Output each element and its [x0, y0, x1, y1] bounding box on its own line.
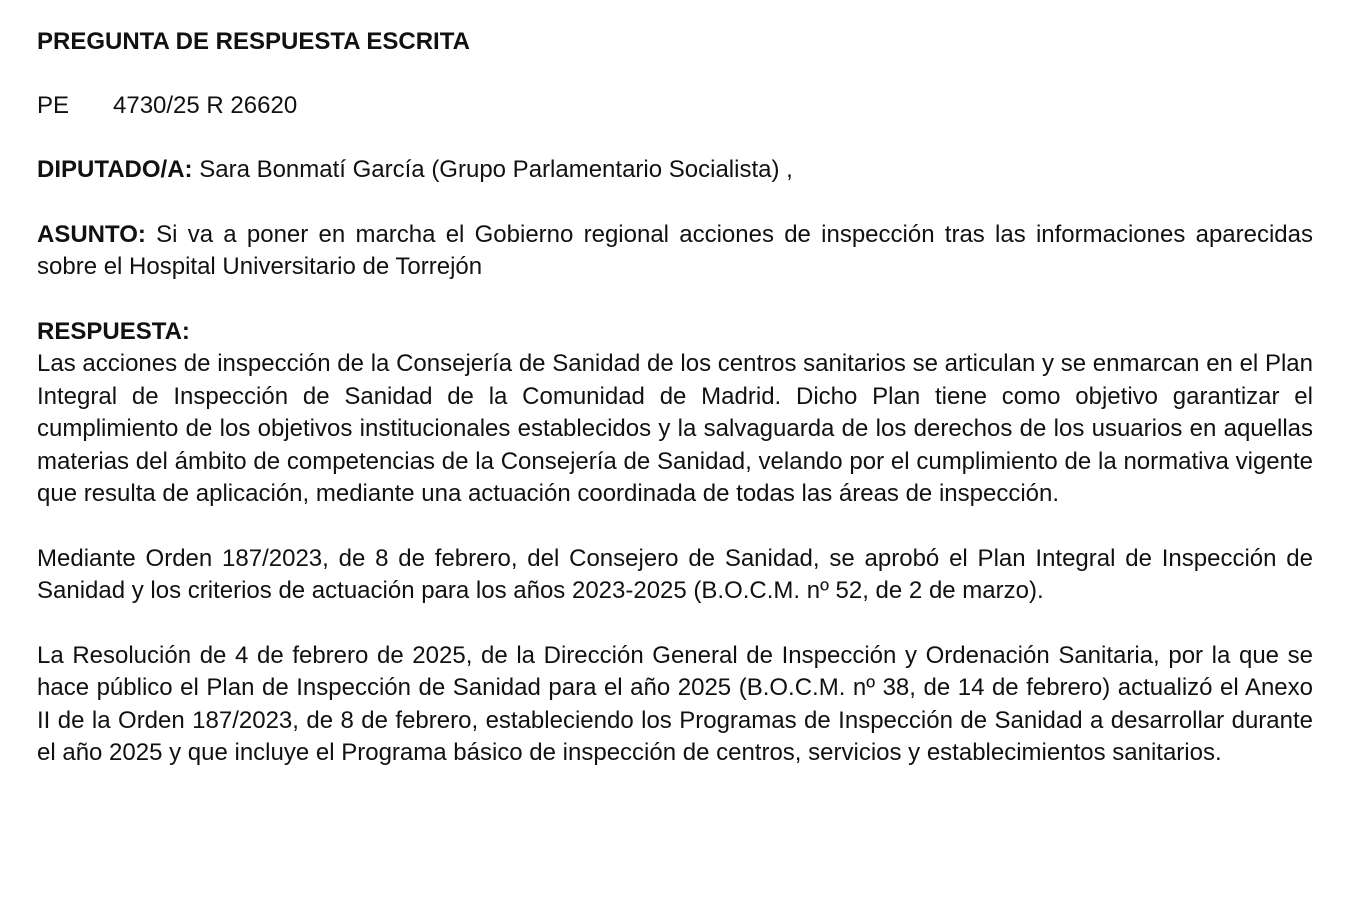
reference-code: PE	[37, 91, 70, 119]
asunto-value: Si va a poner en marcha el Gobierno regional acciones de inspección tras las informaciones aparecidas sobre el Hospital Universitario de Torrejón	[37, 220, 1313, 280]
document-page	[37, 26, 1313, 802]
diputado-label: DIPUTADO/A:	[37, 156, 193, 183]
respuesta-paragraph-3: La Resolución de 4 de febrero de 2025, de la Dirección General de Inspección y Ordenación Sanitaria, por la que se hace público el Plan de Inspección de Sanidad para el año 2025 (B.O.C.M. nº 38, de 14 de febrero) actualizó el Anexo II de la Orden 187/2023, de 8 de febrero, estableciendo los Programas de Inspección de Sanidad a desarrollar durante el año 2025 y que incluye el Programa básico de inspección de centros, servicios y establecimientos sanitarios.	[37, 641, 1313, 766]
diputado-line	[37, 154, 1313, 187]
document-title: PREGUNTA DE RESPUESTA ESCRITA	[37, 28, 470, 55]
diputado-value: Sara Bonmatí García (Grupo Parlamentario Socialista) ,	[192, 156, 793, 183]
reference-line	[37, 90, 1313, 123]
respuesta-paragraph-2: Mediante Orden 187/2023, de 8 de febrero, del Consejero de Sanidad, se aprobó el Plan Integral de Inspección de Sanidad y los criterios de actuación para los años 2023-2025 (B.O.C.M. nº 52, de 2 de marzo).	[37, 544, 1313, 604]
reference-number: 4730/25 R 26620	[113, 91, 298, 119]
respuesta-paragraph-1: Las acciones de inspección de la Consejería de Sanidad de los centros sanitarios se articulan y se enmarcan en el Plan Integral de Inspección de Sanidad de la Comunidad de Madrid. Dicho Plan tiene como objetivo garantizar el cumplimiento de los objetivos institucionales establecidos y la salvaguarda de los derechos de los usuarios en aquellas materias del ámbito de competencias de la Consejería de Sanidad, velando por el cumplimiento de la normativa vigente que resulta de aplicación, mediante una actuación coordinada de todas las áreas de inspección.	[37, 350, 1313, 507]
asunto-label: ASUNTO:	[37, 220, 146, 248]
asunto-block	[37, 219, 1313, 284]
respuesta-label: RESPUESTA:	[37, 317, 190, 345]
